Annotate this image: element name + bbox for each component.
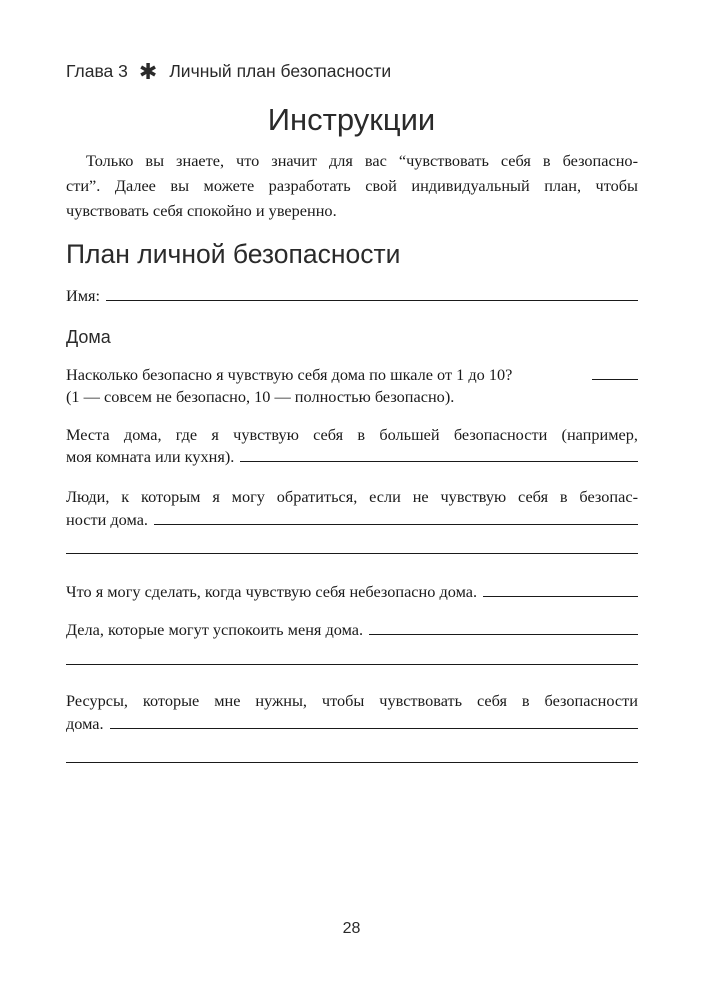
- q3-text-line-1: Люди, к которым я могу обратиться, если не чувствую себя в безопас-: [66, 487, 638, 506]
- q6-text-line-1: Ресурсы, которые мне нужны, чтобы чувствовать себя в безопасности: [66, 691, 638, 710]
- q3-blank[interactable]: [154, 509, 638, 525]
- q6-text-line-2: дома.: [66, 714, 104, 733]
- q1-text-line-2: (1 — совсем не безопасно, 10 — полностью безопасно).: [66, 387, 455, 406]
- subsection-title: Дома: [66, 327, 111, 347]
- q5-text: Дела, которые могут успокоить меня дома.: [66, 620, 364, 639]
- section-title: План личной безопасности: [66, 239, 401, 269]
- q3-row: [66, 509, 638, 531]
- q3-extra-line[interactable]: [66, 553, 638, 554]
- running-title: Личный план безопасности: [169, 60, 392, 81]
- q1-text-line-1: Насколько безопасно я чувствую себя дома по шкале от 1 до 10?: [66, 365, 513, 384]
- q4-blank[interactable]: [483, 581, 638, 597]
- intro-line-3: чувствовать себя спокойно и уверенно.: [66, 201, 337, 220]
- q1-row: [66, 364, 638, 386]
- intro-line-2: сти”. Далее вы можете разработать свой индивидуальный план, чтобы: [66, 176, 638, 195]
- q3-text-line-2: ности дома.: [66, 510, 148, 529]
- name-blank[interactable]: [106, 285, 638, 301]
- q6-row: [66, 713, 638, 735]
- asterisk-icon: ✱: [138, 59, 158, 84]
- page-title: Инструкции: [267, 102, 436, 137]
- q5-row: [66, 619, 638, 641]
- q1-blank[interactable]: [592, 364, 638, 380]
- intro-paragraph: [66, 148, 638, 223]
- name-row: [66, 285, 638, 307]
- q2-text-line-1: Места дома, где я чувствую себя в большей безопасности (например,: [66, 425, 638, 444]
- chapter-label: Глава 3: [66, 60, 128, 81]
- q6-extra-line[interactable]: [66, 762, 638, 763]
- q5-extra-line[interactable]: [66, 664, 638, 665]
- running-header: [66, 60, 391, 82]
- name-label: Имя:: [66, 286, 101, 305]
- q4-row: [66, 581, 638, 603]
- page-number: 28: [342, 920, 361, 937]
- q4-text: Что я могу сделать, когда чувствую себя небезопасно дома.: [66, 582, 478, 601]
- q6-blank[interactable]: [110, 713, 638, 729]
- q5-blank[interactable]: [369, 619, 638, 635]
- q2-blank[interactable]: [240, 446, 638, 462]
- q2-text-line-2: моя комната или кухня).: [66, 447, 235, 466]
- q2-row: [66, 446, 638, 468]
- intro-line-1: Только вы знаете, что значит для вас “чувствовать себя в безопасно-: [86, 151, 638, 170]
